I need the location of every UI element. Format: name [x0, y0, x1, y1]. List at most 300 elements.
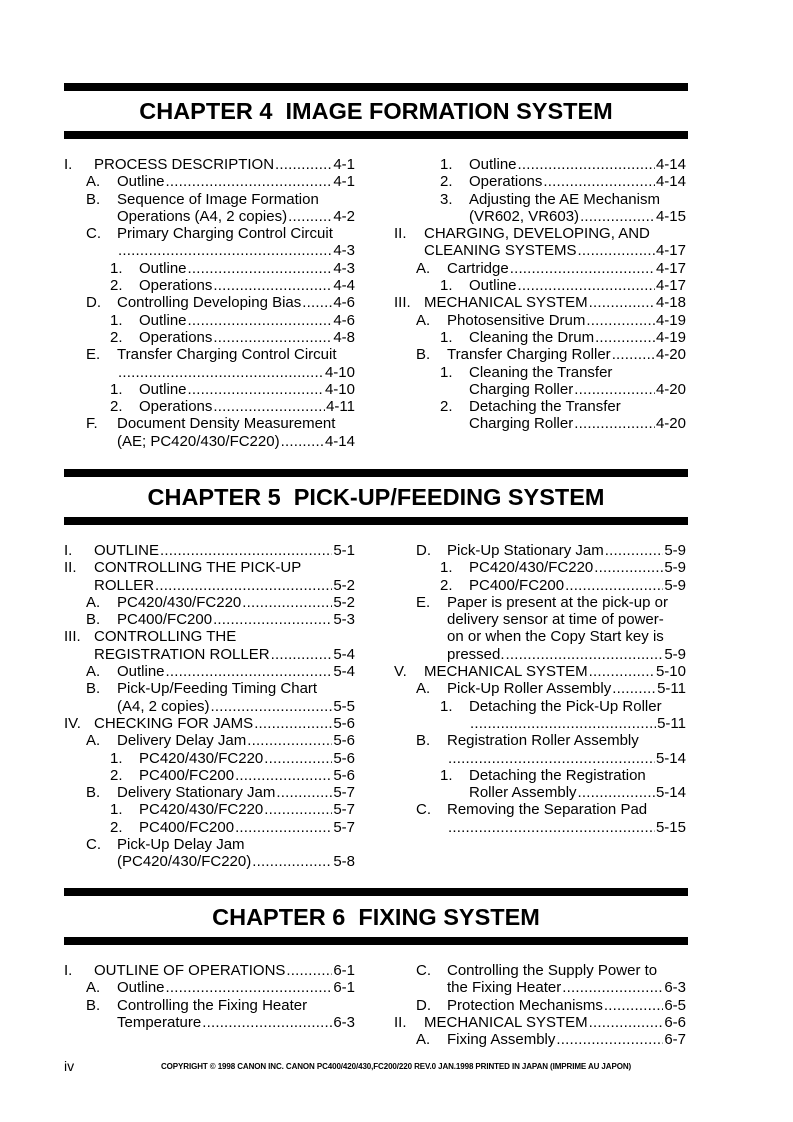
toc-entry-label: MECHANICAL SYSTEM [424, 294, 588, 312]
toc-entry-number: B. [86, 190, 101, 208]
dot-leader [510, 260, 655, 277]
dot-leader [235, 819, 332, 836]
toc-entry-label: Operations [139, 277, 213, 295]
toc-entry [64, 997, 355, 1014]
toc-entry [64, 208, 355, 225]
toc-entry-label: Fixing Assembly [447, 1031, 556, 1049]
dot-leader [578, 784, 655, 801]
toc-entry-number: A. [416, 680, 431, 698]
toc-entry-number: II. [394, 1013, 407, 1031]
toc-entry-label: Document Density Measurement [117, 415, 336, 433]
toc-entry [394, 979, 686, 996]
copyright-footer: COPYRIGHT © 1998 CANON INC. CANON PC400/420/430,FC200/220 REV.0 JAN.1998 PRINTED IN JAPAN (IMPRIME AU JAPON) [161, 1062, 632, 1071]
toc-entry [64, 962, 355, 979]
toc-entry-page: 4-17 [655, 242, 686, 260]
toc-entry-page: 5-1 [333, 542, 355, 559]
toc-entry-label: Charging Roller [469, 415, 574, 433]
toc-entry-label: Sequence of Image Formation [117, 190, 319, 208]
toc-entry-number: 1. [110, 749, 123, 767]
dot-leader [276, 784, 332, 801]
chapter-6-right-column [394, 962, 686, 1048]
toc-entry-page: 4-3 [333, 242, 355, 260]
chapter-6-bottom-rule [64, 937, 688, 945]
toc-entry-number: 2. [440, 576, 453, 594]
toc-entry-label: MECHANICAL SYSTEM [424, 663, 588, 681]
dot-leader [518, 277, 655, 294]
toc-entry-number: 1. [110, 259, 123, 277]
toc-entry [394, 346, 686, 363]
toc-entry-page: 6-3 [664, 979, 686, 997]
toc-entry [64, 260, 355, 277]
toc-entry-page: 6-7 [664, 1031, 686, 1049]
toc-entry-label: REGISTRATION ROLLER [94, 645, 270, 663]
toc-entry [64, 346, 355, 363]
dot-leader [166, 173, 333, 190]
toc-entry-page: 4-20 [655, 380, 686, 398]
toc-entry-number: F. [86, 415, 98, 433]
dot-leader [578, 242, 655, 259]
toc-entry [64, 433, 355, 450]
toc-entry-page: 6-6 [664, 1013, 686, 1031]
dot-leader [448, 750, 655, 767]
toc-entry [394, 997, 686, 1014]
toc-entry-number: A. [86, 732, 101, 750]
toc-entry-number: E. [86, 346, 101, 364]
dot-leader [211, 698, 333, 715]
toc-entry-page: 5-6 [333, 732, 355, 750]
toc-entry-label: on or when the Copy Start key is [447, 628, 664, 646]
toc-entry-page: 5-9 [664, 576, 686, 594]
toc-entry-label: PC400/FC200 [139, 766, 235, 784]
toc-entry [64, 715, 355, 732]
toc-entry-number: I. [64, 542, 73, 559]
dot-leader [155, 577, 332, 594]
toc-entry-label: Controlling the Supply Power to [447, 962, 658, 979]
toc-entry-number: IV. [64, 714, 81, 732]
dot-leader [288, 208, 332, 225]
dot-leader [247, 732, 332, 749]
toc-entry-number: 1. [440, 328, 453, 346]
dot-leader [188, 260, 333, 277]
chapter-4-right-column [394, 156, 686, 433]
toc-entry-number: 3. [440, 190, 453, 208]
toc-entry [64, 542, 355, 559]
dot-leader [202, 1014, 332, 1031]
toc-entry-number: 2. [110, 818, 123, 836]
toc-entry-label: CHARGING, DEVELOPING, AND [424, 225, 650, 243]
toc-entry [394, 208, 686, 225]
toc-entry-label: (PC420/430/FC220) [117, 853, 252, 871]
toc-entry [394, 611, 686, 628]
toc-entry-number: III. [64, 628, 81, 646]
chapter-6-top-rule [64, 888, 688, 896]
toc-entry-page: 5-6 [333, 766, 355, 784]
toc-entry-page: 5-4 [333, 645, 355, 663]
toc-entry-label: PC420/430/FC220 [117, 593, 242, 611]
dot-leader [589, 1014, 664, 1031]
toc-entry-page: 5-7 [333, 818, 355, 836]
toc-entry-number: C. [416, 801, 431, 819]
toc-entry-page: 5-5 [333, 697, 355, 715]
toc-entry-number: B. [416, 346, 431, 364]
toc-entry-number: 1. [110, 380, 123, 398]
toc-entry [394, 225, 686, 242]
toc-entry-label: Operations (A4, 2 copies) [117, 207, 288, 225]
toc-entry [394, 767, 686, 784]
toc-entry-number: C. [416, 962, 431, 979]
toc-entry-number: 1. [440, 277, 453, 295]
toc-entry-label: Pick-Up Delay Jam [117, 836, 245, 854]
toc-entry-number: E. [416, 593, 431, 611]
dot-leader [271, 646, 333, 663]
toc-entry-label: Roller Assembly [469, 784, 577, 802]
toc-entry [394, 698, 686, 715]
toc-entry [394, 628, 686, 645]
dot-leader [264, 801, 332, 818]
toc-entry-number: D. [416, 996, 431, 1014]
toc-entry [64, 242, 355, 259]
toc-entry [64, 415, 355, 432]
dot-leader [518, 156, 655, 173]
toc-entry [394, 329, 686, 346]
dot-leader [574, 381, 655, 398]
toc-entry [64, 767, 355, 784]
toc-entry [394, 398, 686, 415]
toc-entry-page: 5-3 [333, 611, 355, 629]
toc-entry-label: CLEANING SYSTEMS [424, 242, 577, 260]
toc-entry [64, 594, 355, 611]
toc-entry-page: 5-9 [664, 559, 686, 577]
toc-entry-page: 4-10 [324, 363, 355, 381]
chapter-4-title: CHAPTER 4 IMAGE FORMATION SYSTEM [139, 98, 613, 124]
toc-entry-page: 4-1 [333, 156, 355, 173]
toc-entry-label: Cartridge [447, 259, 509, 277]
toc-entry-label: Cleaning the Transfer [469, 363, 613, 381]
dot-leader [574, 415, 655, 432]
toc-entry-number: 1. [440, 697, 453, 715]
toc-entry [394, 750, 686, 767]
dot-leader [594, 559, 663, 576]
toc-entry-label: Temperature [117, 1013, 202, 1031]
toc-entry [394, 242, 686, 259]
dot-leader [556, 1031, 663, 1048]
toc-entry-number: 1. [440, 766, 453, 784]
toc-entry-label: Transfer Charging Roller [447, 346, 611, 364]
toc-entry-label: CONTROLLING THE PICK-UP [94, 559, 302, 577]
toc-entry [64, 364, 355, 381]
toc-entry [394, 415, 686, 432]
chapter-6-title: CHAPTER 6 FIXING SYSTEM [212, 904, 540, 930]
toc-entry-number: 1. [110, 801, 123, 819]
chapter-5-title: CHAPTER 5 PICK-UP/FEEDING SYSTEM [147, 484, 605, 510]
toc-entry [394, 173, 686, 190]
toc-entry-page: 6-5 [664, 996, 686, 1014]
toc-entry-page: 5-7 [333, 784, 355, 802]
toc-entry [64, 611, 355, 628]
toc-entry [64, 398, 355, 415]
toc-entry-number: A. [416, 1031, 431, 1049]
toc-entry-number: 1. [110, 311, 123, 329]
toc-entry [64, 225, 355, 242]
toc-entry [64, 173, 355, 190]
toc-entry [394, 277, 686, 294]
toc-entry [394, 260, 686, 277]
toc-entry-label: Transfer Charging Control Circuit [117, 346, 337, 364]
toc-entry-label: Outline [139, 380, 187, 398]
dot-leader [235, 767, 332, 784]
dot-leader [589, 294, 655, 311]
toc-entry-page: 6-1 [333, 962, 355, 979]
toc-entry-page: 4-1 [333, 173, 355, 191]
toc-entry-label: Delivery Stationary Jam [117, 784, 276, 802]
dot-leader [242, 594, 332, 611]
toc-entry-page: 4-17 [655, 277, 686, 295]
toc-entry-label: Outline [139, 259, 187, 277]
dot-leader [118, 364, 324, 381]
toc-entry-page: 5-4 [333, 663, 355, 681]
toc-entry-number: 1. [440, 363, 453, 381]
toc-entry-label: PROCESS DESCRIPTION [94, 156, 275, 173]
toc-entry-label: (A4, 2 copies) [117, 697, 210, 715]
toc-entry-label: Outline [117, 663, 165, 681]
toc-entry-label: PC400/FC200 [139, 818, 235, 836]
toc-entry-page: 5-2 [333, 576, 355, 594]
toc-entry-page: 4-8 [333, 328, 355, 346]
dot-leader [612, 346, 655, 363]
chapter-4-top-rule [64, 83, 688, 91]
toc-entry [64, 698, 355, 715]
toc-entry-label: PC400/FC200 [117, 611, 213, 629]
toc-entry-page: 5-9 [664, 542, 686, 559]
toc-entry [394, 577, 686, 594]
toc-entry [64, 979, 355, 996]
chapter-4-bottom-rule [64, 131, 688, 139]
toc-entry-number: A. [416, 259, 431, 277]
dot-leader [604, 997, 663, 1014]
toc-entry-number: III. [394, 294, 411, 312]
chapter-5-top-rule [64, 469, 688, 477]
toc-entry-page: 4-20 [655, 346, 686, 364]
toc-entry [64, 294, 355, 311]
toc-entry [64, 1014, 355, 1031]
toc-entry-page: 5-6 [333, 714, 355, 732]
toc-entry [64, 836, 355, 853]
toc-entry-label: ROLLER [94, 576, 155, 594]
toc-entry-page: 5-10 [655, 663, 686, 681]
toc-entry [64, 663, 355, 680]
toc-entry-label: Delivery Delay Jam [117, 732, 247, 750]
chapter-5-bottom-rule [64, 517, 688, 525]
dot-leader [281, 433, 324, 450]
toc-entry-label: Cleaning the Drum [469, 328, 595, 346]
toc-entry [64, 559, 355, 576]
toc-entry-label: Operations [139, 328, 213, 346]
toc-entry [394, 732, 686, 749]
dot-leader [160, 542, 332, 559]
toc-entry [394, 962, 686, 979]
toc-entry-label: Outline [117, 173, 165, 191]
toc-entry-page: 4-14 [324, 432, 355, 450]
dot-leader [213, 277, 332, 294]
toc-entry [394, 784, 686, 801]
toc-entry-label: Operations [469, 173, 543, 191]
toc-entry-page: 4-17 [655, 259, 686, 277]
toc-entry-label: Charging Roller [469, 380, 574, 398]
toc-entry [64, 577, 355, 594]
toc-entry-page: 4-18 [655, 294, 686, 312]
toc-entry-page: 4-19 [655, 328, 686, 346]
toc-entry [394, 312, 686, 329]
dot-leader [586, 312, 655, 329]
page-number: iv [64, 1058, 75, 1074]
dot-leader [188, 312, 333, 329]
toc-entry [64, 329, 355, 346]
toc-entry-number: 2. [440, 173, 453, 191]
dot-leader [254, 715, 332, 732]
dot-leader [213, 329, 332, 346]
toc-entry-number: II. [394, 225, 407, 243]
dot-leader [118, 242, 332, 259]
toc-entry-number: B. [86, 996, 101, 1014]
dot-leader [166, 663, 333, 680]
toc-entry [394, 381, 686, 398]
toc-entry-number: 1. [440, 559, 453, 577]
toc-entry [394, 1014, 686, 1031]
toc-entry-label: Outline [139, 311, 187, 329]
toc-entry-number: A. [86, 173, 101, 191]
toc-entry [64, 628, 355, 645]
toc-entry [64, 732, 355, 749]
dot-leader [213, 611, 332, 628]
toc-entry-number: V. [394, 663, 407, 681]
toc-entry-number: A. [86, 663, 101, 681]
toc-entry-number: B. [86, 680, 101, 698]
toc-entry [64, 680, 355, 697]
toc-entry [394, 191, 686, 208]
chapter-5-right-column [394, 542, 686, 836]
toc-entry-label: Controlling the Fixing Heater [117, 996, 308, 1014]
toc-entry-page: 4-19 [655, 311, 686, 329]
toc-entry-number: II. [64, 559, 77, 577]
toc-entry-label: Outline [469, 277, 517, 295]
toc-entry-label: Paper is present at the pick-up or [447, 593, 668, 611]
toc-entry-label: delivery sensor at time of power- [447, 611, 664, 629]
toc-entry [394, 801, 686, 818]
toc-entry-page: 4-2 [333, 207, 355, 225]
toc-entry [64, 191, 355, 208]
dot-leader [275, 156, 332, 173]
toc-entry-label: Outline [469, 156, 517, 173]
toc-entry-number: I. [64, 962, 73, 979]
toc-entry [394, 680, 686, 697]
chapter-6-left-column [64, 962, 355, 1031]
toc-entry-page: 5-7 [333, 801, 355, 819]
toc-entry-label: Detaching the Registration [469, 766, 646, 784]
toc-entry-number: B. [86, 784, 101, 802]
toc-entry-number: 2. [110, 398, 123, 416]
chapter-5-left-column [64, 542, 355, 871]
dot-leader [580, 208, 655, 225]
toc-entry [64, 853, 355, 870]
toc-entry-label: PC420/430/FC220 [469, 559, 594, 577]
toc-entry-label: Removing the Separation Pad [447, 801, 648, 819]
toc-entry-label: pressed. [447, 645, 505, 663]
dot-leader [252, 853, 332, 870]
toc-entry [64, 277, 355, 294]
toc-entry-page: 5-14 [655, 784, 686, 802]
toc-entry-label: Pick-Up Roller Assembly [447, 680, 612, 698]
toc-entry-label: MECHANICAL SYSTEM [424, 1013, 588, 1031]
toc-entry-label: Detaching the Transfer [469, 398, 621, 416]
chapter-4-left-column [64, 156, 355, 450]
toc-entry-number: C. [86, 836, 101, 854]
toc-entry-label: PC420/430/FC220 [139, 801, 264, 819]
toc-entry [394, 559, 686, 576]
toc-entry-label: Adjusting the AE Mechanism [469, 190, 660, 208]
toc-entry-number: B. [416, 732, 431, 750]
toc-entry-page: 5-2 [333, 593, 355, 611]
toc-entry-number: 2. [110, 766, 123, 784]
toc-entry [394, 819, 686, 836]
toc-entry-label: Pick-Up Stationary Jam [447, 542, 604, 559]
dot-leader [166, 979, 333, 996]
toc-entry [394, 542, 686, 559]
dot-leader [448, 819, 655, 836]
toc-entry [394, 663, 686, 680]
toc-entry [64, 156, 355, 173]
toc-entry [64, 312, 355, 329]
dot-leader [543, 173, 655, 190]
toc-entry [64, 646, 355, 663]
toc-entry-page: 5-14 [655, 749, 686, 767]
dot-leader [562, 979, 663, 996]
toc-entry-label: Outline [117, 979, 165, 997]
dot-leader [595, 329, 655, 346]
toc-entry-page: 5-11 [657, 714, 686, 732]
toc-entry [64, 381, 355, 398]
toc-entry-number: A. [86, 593, 101, 611]
toc-entry-label: (AE; PC420/430/FC220) [117, 432, 280, 450]
dot-leader [565, 577, 663, 594]
dot-leader [612, 680, 656, 697]
toc-entry-label: Pick-Up/Feeding Timing Chart [117, 680, 318, 698]
toc-entry-page: 4-15 [655, 207, 686, 225]
toc-entry-label: OUTLINE [94, 542, 160, 559]
toc-entry [394, 156, 686, 173]
toc-entry-label: CONTROLLING THE [94, 628, 237, 646]
toc-entry-number: D. [86, 294, 101, 312]
toc-entry-page: 5-8 [333, 853, 355, 871]
toc-entry-label: the Fixing Heater [447, 979, 562, 997]
toc-entry-page: 5-15 [655, 818, 686, 836]
toc-entry [394, 715, 686, 732]
toc-entry-number: A. [416, 311, 431, 329]
dot-leader [470, 715, 656, 732]
toc-entry-number: 2. [110, 328, 123, 346]
toc-entry-label: Primary Charging Control Circuit [117, 225, 333, 243]
toc-entry-label: OUTLINE OF OPERATIONS [94, 962, 286, 979]
toc-entry-label: Photosensitive Drum [447, 311, 586, 329]
toc-entry-page: 4-4 [333, 277, 355, 295]
toc-entry-number: 1. [440, 156, 453, 173]
toc-entry-label: Detaching the Pick-Up Roller [469, 697, 662, 715]
toc-entry [64, 819, 355, 836]
toc-entry-page: 4-6 [333, 294, 355, 312]
toc-entry-page: 5-11 [657, 680, 686, 698]
toc-entry-label: Protection Mechanisms [447, 996, 603, 1014]
toc-entry-page: 4-6 [333, 311, 355, 329]
toc-entry-page: 4-11 [326, 398, 355, 416]
